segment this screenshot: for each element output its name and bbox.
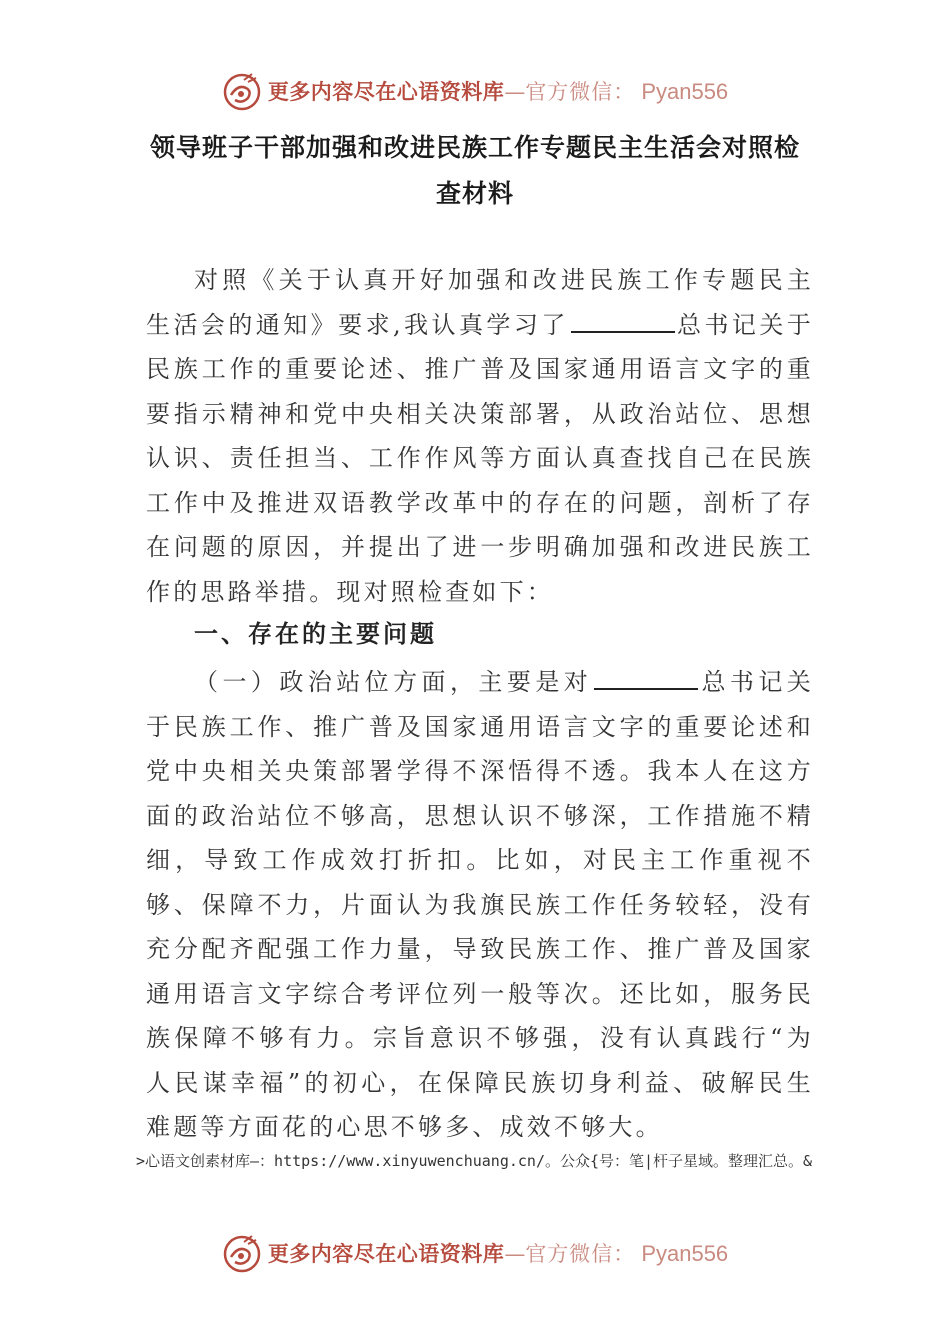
banner-wechat-id: Pyan556 [641,1241,729,1266]
banner-main-text: 更多内容尽在心语资料库 [267,80,505,104]
blank-underline [571,309,675,333]
banner-dash: — [504,1242,526,1266]
header-banner [0,70,950,114]
footer-banner [0,1232,950,1276]
banner-text [268,1243,728,1265]
banner-wechat-id: Pyan556 [641,79,729,104]
banner-sub-text: 官方微信： [525,1242,636,1266]
source-note: >心语文创素材库—：https://www.xinyuwenchuang.cn/。公众{号：笔|杆子星域。整理汇总。& [136,1152,813,1170]
banner-main-text: 更多内容尽在心语资料库 [267,1242,505,1266]
banner-sub-text: 官方微信： [525,80,636,104]
document-title-line2: 查材料 [435,179,514,208]
brand-logo-icon [222,1234,262,1274]
blank-underline [594,666,698,690]
banner-dash: — [504,80,526,104]
section-heading: 一、存在的主要问题 [194,619,437,648]
section-text-part2: 总书记关于民族工作、推广普及国家通用语言文字的重要论述和党中央相关央策部署学得不深悟得不透。我本人在这方面的政治站位不够高，思想认识不够深，工作措施不精细，导致工作成效打折扣。比如，对民主工作重视不够、保障不力，片面认为我旗民族工作任务较轻，没有充分配齐配强工作力量，导致民族工作、推广普及国家通用语言文字综合考评位列一般等次。还比如，服务民族保障不够有力。宗旨意识不够强，没有认真践行“为人民谋幸福”的初心，在保障民族切身利益、破解民生难题等方面花的心思不够多、成效不够大。 [146,668,814,1141]
document-title-line1: 领导班子干部加强和改进民族工作专题民主生活会对照检 [149,133,800,162]
section-text-part1: （一）政治站位方面，主要是对 [194,668,593,696]
intro-text-part1: 对照《关于认真开好加强和改进民族工作专题民主生活会的通知》要求,我认真学习了 [146,266,814,339]
banner-text [268,81,728,103]
section-paragraph [146,660,814,1150]
intro-text-part2: 总书记关于民族工作的重要论述、推广普及国家通用语言文字的重要指示精神和党中央相关决策部署，从政治站位、思想认识、责任担当、工作作风等方面认真查找自己在民族工作中及推进双语教学改革中的存在的问题，剖析了存在问题的原因，并提出了进一步明确加强和改进民族工作的思路举措。现对照检查如下： [146,310,815,606]
brand-logo-icon [222,72,262,112]
intro-paragraph [146,258,814,614]
